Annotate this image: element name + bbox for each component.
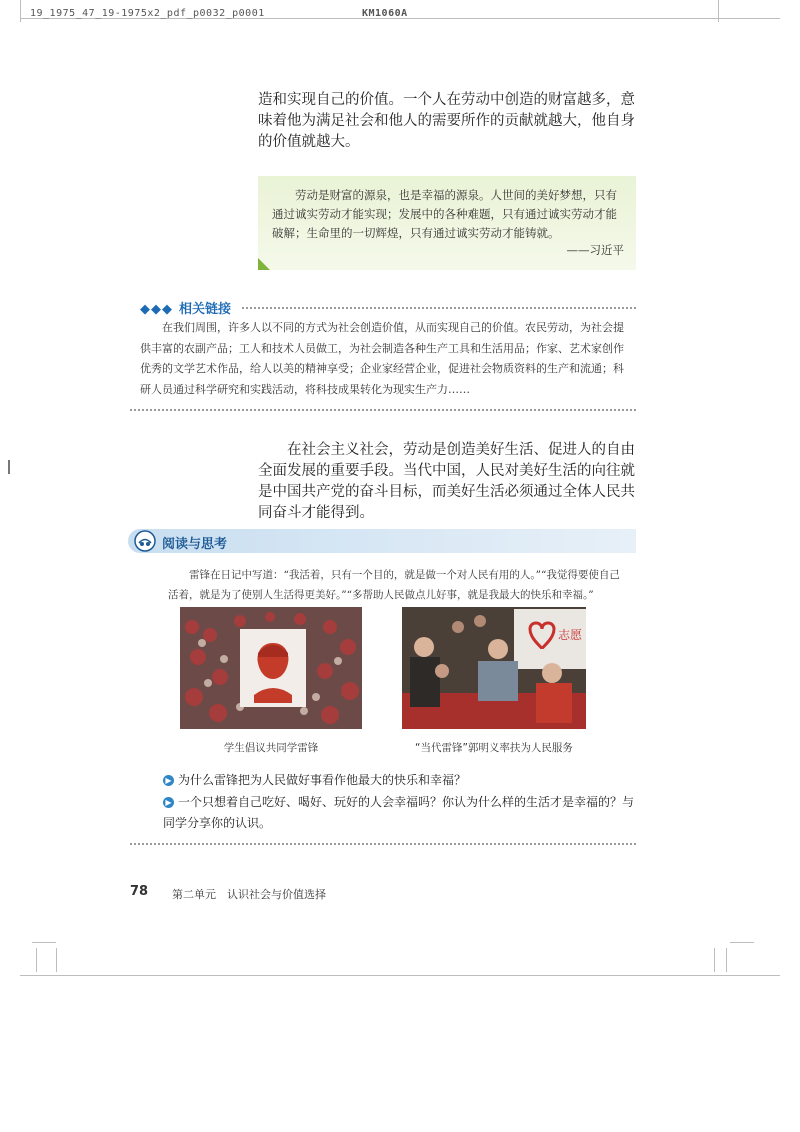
question-1 (163, 770, 638, 791)
crop-mark (32, 942, 56, 943)
scan-mark (8, 460, 10, 474)
body-paragraph-1: 造和实现自己的价值。一个人在劳动中创造的财富越多，意味着他为满足社会和他人的需要所作的贡献就越大，他自身的价值就越大。 (258, 92, 635, 150)
reading-banner (128, 529, 636, 553)
related-link-text: 在我们周围，许多人以不同的方式为社会创造价值，从而实现自己的价值。农民劳动，为社会提供丰富的农副产品；工人和技术人员做工，为社会制造各种生产工具和生活用品；作家、艺术家创作优秀的文学艺术作品，给人以美的精神享受；企业家经营企业，促进社会物质资料的生产和流通；科研人员通过科学研究和实践活动，将科技成果转化为现实生产力…… (140, 321, 624, 396)
crop-mark (714, 948, 715, 972)
scan-border-line (20, 975, 780, 976)
photo-caption-1: 学生倡议共同学雷锋 (223, 742, 319, 754)
dotted-divider (130, 843, 636, 845)
dotted-divider (242, 307, 636, 309)
scan-code: KM1060A (362, 8, 408, 19)
photo-caption-2: “当代雷锋”郭明义率扶为人民服务 (415, 742, 573, 754)
quote-text: 劳动是财富的源泉，也是幸福的源泉。人世间的美好梦想，只有通过诚实劳动才能实现；发展中的各种难题，只有通过诚实劳动才能破解；生命里的一切辉煌，只有通过诚实劳动才能铸就。 (272, 188, 617, 240)
crop-mark (730, 942, 754, 943)
photo-students-lei-feng (180, 607, 362, 729)
question-bullet-icon: ▶ (163, 797, 174, 808)
question-2-text: 一个只想着自己吃好、喝好、玩好的人会幸福吗？你认为什么样的生活才是幸福的？与同学分享你的认识。 (163, 795, 635, 830)
body-paragraph-2: 在社会主义社会，劳动是创造美好生活、促进人的自由全面发展的重要手段。当代中国，人民对美好生活的向往就是中国共产党的奋斗目标，而美好生活必须通过全体人民共同奋斗才能得到。 (258, 442, 635, 521)
crop-mark (36, 948, 37, 972)
related-link-title: 相关链接 (179, 302, 232, 317)
related-link-heading (140, 298, 231, 317)
reading-text: 雷锋在日记中写道：“我活着，只有一个目的，就是做一个对人民有用的人。”“我觉得要使自己活着，就是为了使别人生活得更美好。”“多帮助人民做点儿好事，就是我最大的快乐和幸福。” (168, 569, 620, 601)
photo-volunteers-service (402, 607, 586, 729)
quote-corner-mark (258, 258, 270, 270)
dotted-divider (130, 409, 636, 411)
question-2 (163, 792, 638, 834)
question-bullet-icon: ▶ (163, 775, 174, 786)
reading-title: 阅读与思考 (162, 537, 228, 552)
scan-border-line (718, 0, 719, 22)
reading-icon (134, 530, 156, 552)
question-1-text: 为什么雷锋把为人民做好事看作他最大的快乐和幸福？ (178, 773, 467, 787)
banner-text: 志愿 (558, 628, 583, 642)
footer-section-title: 第二单元 认识社会与价值选择 (172, 888, 326, 901)
quote-author: ——习近平 (566, 243, 624, 257)
page-number: 78 (130, 884, 149, 899)
quote-box (258, 176, 636, 270)
crop-mark (56, 948, 57, 972)
diamond-bullets-icon: ◆◆◆ (140, 302, 173, 317)
crop-mark (726, 948, 727, 972)
scan-file-label: 19_1975_47_19-1975x2_pdf_p0032_p0001 (30, 8, 265, 19)
